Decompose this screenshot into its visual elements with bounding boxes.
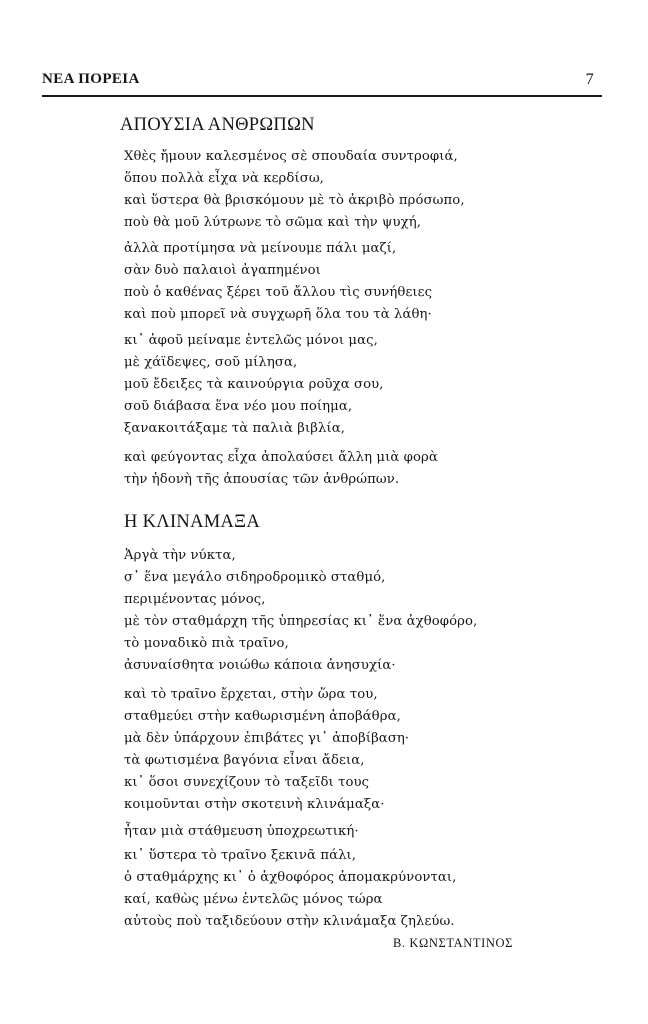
- verse-line: κι᾿ ἀφοῦ μείναμε ἐντελῶς μόνοι μας,: [124, 333, 378, 348]
- verse-line: καὶ τὸ τραῖνο ἔρχεται, στὴν ὥρα του,: [124, 687, 378, 702]
- verse-line: καί, καθὼς μένω ἐντελῶς μόνος τώρα: [124, 892, 383, 907]
- verse-line: κοιμοῦνται στὴν σκοτεινὴ κλινάμαξα·: [124, 797, 385, 812]
- verse-line: Ἀργὰ τὴν νύκτα,: [124, 548, 236, 563]
- verse-line: μὲ χάϊδεψες, σοῦ μίλησα,: [124, 355, 298, 370]
- verse-line: σὰν δυὸ παλαιοὶ ἀγαπημένοι: [124, 263, 321, 278]
- verse-line: καὶ ὕστερα θὰ βρισκόμουν μὲ τὸ ἀκριβὸ πρόσωπο,: [124, 193, 465, 208]
- page-number: 7: [585, 71, 594, 88]
- verse-line: ὁ σταθμάρχης κι᾿ ὁ ἀχθοφόρος ἀπομακρύνονται,: [124, 870, 457, 885]
- poem-2-stanza-1: [124, 545, 477, 677]
- poem-1-stanza-2: [124, 238, 432, 326]
- verse-line: καὶ ποὺ μπορεῖ νὰ συγχωρῆ ὅλα του τὰ λάθη·: [124, 307, 432, 322]
- verse-line: ξανακοιτάξαμε τὰ παλιὰ βιβλία,: [124, 421, 346, 436]
- poem-2-stanza-4: [124, 845, 456, 933]
- verse-line: μοῦ ἔδειξες τὰ καινούργια ροῦχα σου,: [124, 377, 384, 392]
- verse-line: μὲ τὸν σταθμάρχη τῆς ὑπηρεσίας κι᾿ ἕνα ἀχθοφόρο,: [124, 614, 478, 629]
- verse-line: σοῦ διάβασα ἕνα νέο μου ποίημα,: [124, 399, 353, 414]
- verse-line: ἀλλὰ προτίμησα νὰ μείνουμε πάλι μαζί,: [124, 241, 397, 256]
- header-rule: [42, 95, 602, 97]
- poem-1-stanza-4: [124, 447, 438, 491]
- verse-line: αὐτοὺς ποὺ ταξιδεύουν στὴν κλινάμαξα ζηλεύω.: [124, 914, 455, 929]
- poem-2-title: Η ΚΛΙΝΑΜΑΞΑ: [124, 512, 261, 532]
- verse-line: κι᾿ ὕστερα τὸ τραῖνο ξεκινᾶ πάλι,: [124, 848, 357, 863]
- poem-2-stanza-2: [124, 684, 409, 816]
- verse-line: τὰ φωτισμένα βαγόνια εἶναι ἄδεια,: [124, 753, 365, 768]
- author-signature: Β. ΚΩΝΣΤΑΝΤΙΝΟΣ: [393, 936, 514, 950]
- poem-2-stanza-3: [124, 821, 359, 843]
- poem-1-stanza-3: [124, 330, 384, 440]
- verse-line: τὸ μοναδικὸ πιὰ τραῖνο,: [124, 636, 289, 651]
- verse-line: μὰ δὲν ὑπάρχουν ἐπιβάτες γι᾿ ἀποβίβαση·: [124, 731, 410, 746]
- verse-line: σταθμεύει στὴν καθωρισμένη ἀποβάθρα,: [124, 709, 401, 724]
- verse-line: Χθὲς ἤμουν καλεσμένος σὲ σπουδαία συντροφιά,: [124, 149, 458, 164]
- verse-line: περιμένοντας μόνος,: [124, 592, 266, 607]
- verse-line: ἀσυναίσθητα νοιώθω κάποια ἀνησυχία·: [124, 658, 396, 673]
- verse-line: ποὺ ὁ καθένας ξέρει τοῦ ἄλλου τὶς συνήθειες: [124, 285, 433, 300]
- verse-line: κι᾿ ὅσοι συνεχίζουν τὸ ταξεῖδι τους: [124, 775, 370, 790]
- verse-line: καὶ φεύγοντας εἶχα ἀπολαύσει ἄλλη μιὰ φορὰ: [124, 450, 438, 465]
- poem-1-stanza-1: [124, 146, 465, 234]
- journal-title: ΝΕΑ ΠΟΡΕΙΑ: [42, 71, 140, 87]
- running-head: [42, 71, 594, 88]
- verse-line: ἦταν μιὰ στάθμευση ὑποχρεωτική·: [124, 824, 359, 839]
- poem-1-title: ΑΠΟΥΣΙΑ ΑΝΘΡΩΠΩΝ: [120, 115, 315, 135]
- verse-line: ποὺ θὰ μοῦ λύτρωνε τὸ σῶμα καὶ τὴν ψυχή,: [124, 215, 421, 230]
- verse-line: ὅπου πολλὰ εἶχα νὰ κερδίσω,: [124, 171, 324, 186]
- verse-line: σ᾿ ἕνα μεγάλο σιδηροδρομικὸ σταθμό,: [124, 570, 386, 585]
- verse-line: τὴν ἡδονὴ τῆς ἀπουσίας τῶν ἀνθρώπων.: [124, 472, 400, 487]
